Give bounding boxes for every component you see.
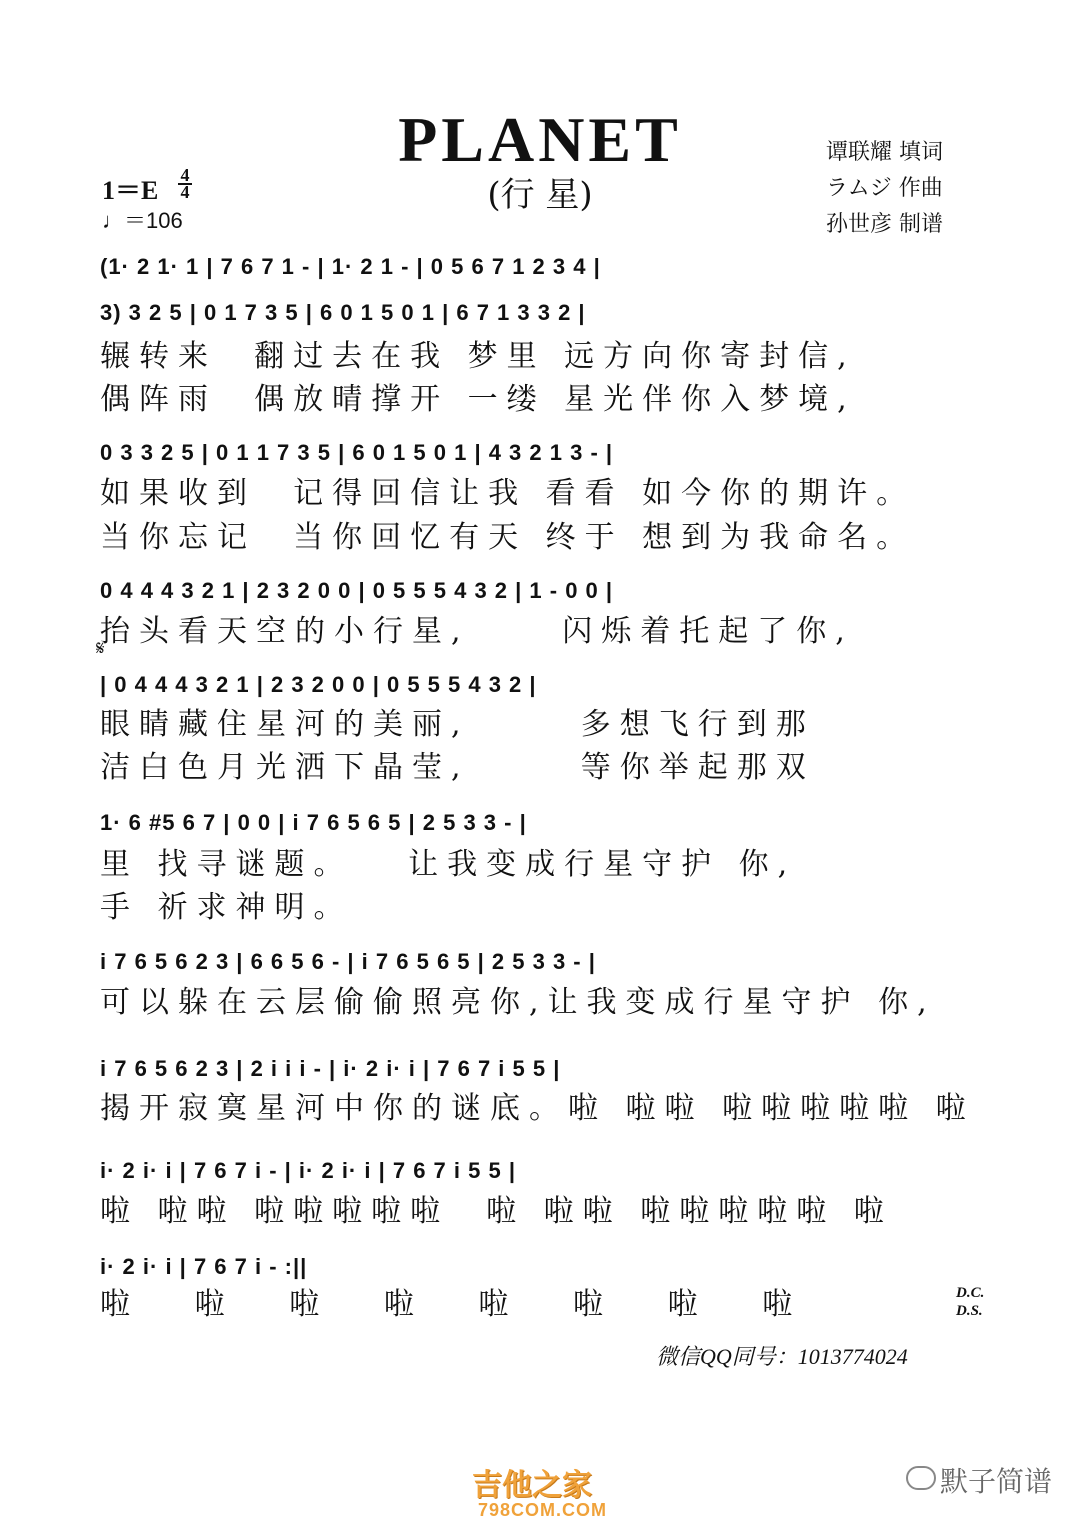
lyric-line: 揭开寂寞星河中你的谜底。啦 啦啦 啦啦啦啦啦 啦: [100, 1091, 975, 1126]
time-signature: [176, 165, 194, 202]
tempo-marking: ♩＝106: [102, 208, 183, 233]
lyric-line: 眼睛藏住星河的美丽, 多想飞行到那: [100, 707, 815, 742]
key-signature: 1＝E: [102, 176, 159, 205]
lyric-line: 辗转来 翻过去在我 梦里 远方向你寄封信,: [100, 339, 856, 374]
segno-sign: 𝄋: [96, 636, 105, 660]
song-title: PLANET: [398, 104, 682, 175]
staff-line: i· 2 i· i | 7 6 7 i - | i· 2 i· i | 7 6 7 i 5 5 |: [100, 1158, 516, 1183]
staff-line: 1· 6 #5 6 7 | 0 0 | i 7 6 5 6 5 | 2 5 3 3 - |: [100, 810, 527, 835]
watermark-text: 默子简谱: [940, 1465, 1053, 1498]
staff-line: i· 2 i· i | 7 6 7 i - :||: [100, 1254, 308, 1279]
lyric-line: 如果收到 记得回信让我 看看 如今你的期许。: [100, 476, 916, 511]
lyric-line: 可以躲在云层偷偷照亮你,让我变成行星守护 你,: [100, 985, 936, 1020]
dc-marking: D.C.: [956, 1285, 985, 1301]
ds-marking: D.S.: [956, 1303, 983, 1319]
staff-line: 0 3 3 2 5 | 0 1 1 7 3 5 | 6 0 1 5 0 1 | 4 3 2 1 3 - |: [100, 440, 614, 465]
lyric-line: 啦 啦啦 啦啦啦啦啦 啦 啦啦 啦啦啦啦啦 啦: [100, 1194, 893, 1229]
time-signature-top: 4: [180, 165, 190, 185]
staff-line: i 7 6 5 6 2 3 | 2 i i i - | i· 2 i· i | 7 6 7 i 5 5 |: [100, 1056, 561, 1081]
staff-line: (1· 2 1· 1 | 7 6 7 1 - | 1· 2 1 - | 0 5 6 7 1 2 3 4 |: [100, 254, 601, 279]
lyric-line: 抬头看天空的小行星, 闪烁着托起了你,: [100, 614, 854, 649]
site-logo: 吉他之家: [472, 1468, 592, 1503]
lyric-line: 当你忘记 当你回忆有天 终于 想到为我命名。: [100, 520, 916, 555]
lyricist-credit: 谭联耀 填词: [826, 140, 943, 165]
staff-line: | 0 4 4 4 3 2 1 | 2 3 2 0 0 | 0 5 5 5 4 3 2 |: [100, 672, 537, 697]
lyric-line: 洁白色月光洒下晶莹, 等你举起那双: [100, 750, 815, 785]
arranger-credit: 孙世彦 制谱: [826, 212, 943, 237]
staff-line: 3) 3 2 5 | 0 1 7 3 5 | 6 0 1 5 0 1 | 6 7 1 3 3 2 |: [100, 300, 586, 325]
wechat-icon: [906, 1466, 936, 1490]
site-logo-domain: 798COM.COM: [478, 1500, 608, 1520]
staff-line: i 7 6 5 6 2 3 | 6 6 5 6 - | i 7 6 5 6 5 | 2 5 3 3 - |: [100, 949, 596, 974]
lyric-line: 里 找寻谜题。 让我变成行星守护 你,: [100, 847, 797, 882]
dc-ds-marking: [956, 1284, 984, 1320]
song-subtitle: (行 星): [487, 175, 593, 215]
contact-info: 微信QQ同号：1013774024: [656, 1344, 908, 1369]
staff-line: 0 4 4 4 3 2 1 | 2 3 2 0 0 | 0 5 5 5 4 3 2 | 1 - 0 0 |: [100, 578, 614, 603]
composer-credit: ラムジ 作曲: [826, 176, 943, 201]
lyric-line: 偶阵雨 偶放晴撑开 一缕 星光伴你入梦境,: [100, 382, 856, 417]
time-signature-bottom: 4: [180, 182, 190, 202]
credits: [826, 135, 943, 243]
lyric-line: 啦 啦 啦 啦 啦 啦 啦 啦: [100, 1287, 802, 1322]
lyric-line: 手 祈求神明。: [100, 890, 353, 925]
